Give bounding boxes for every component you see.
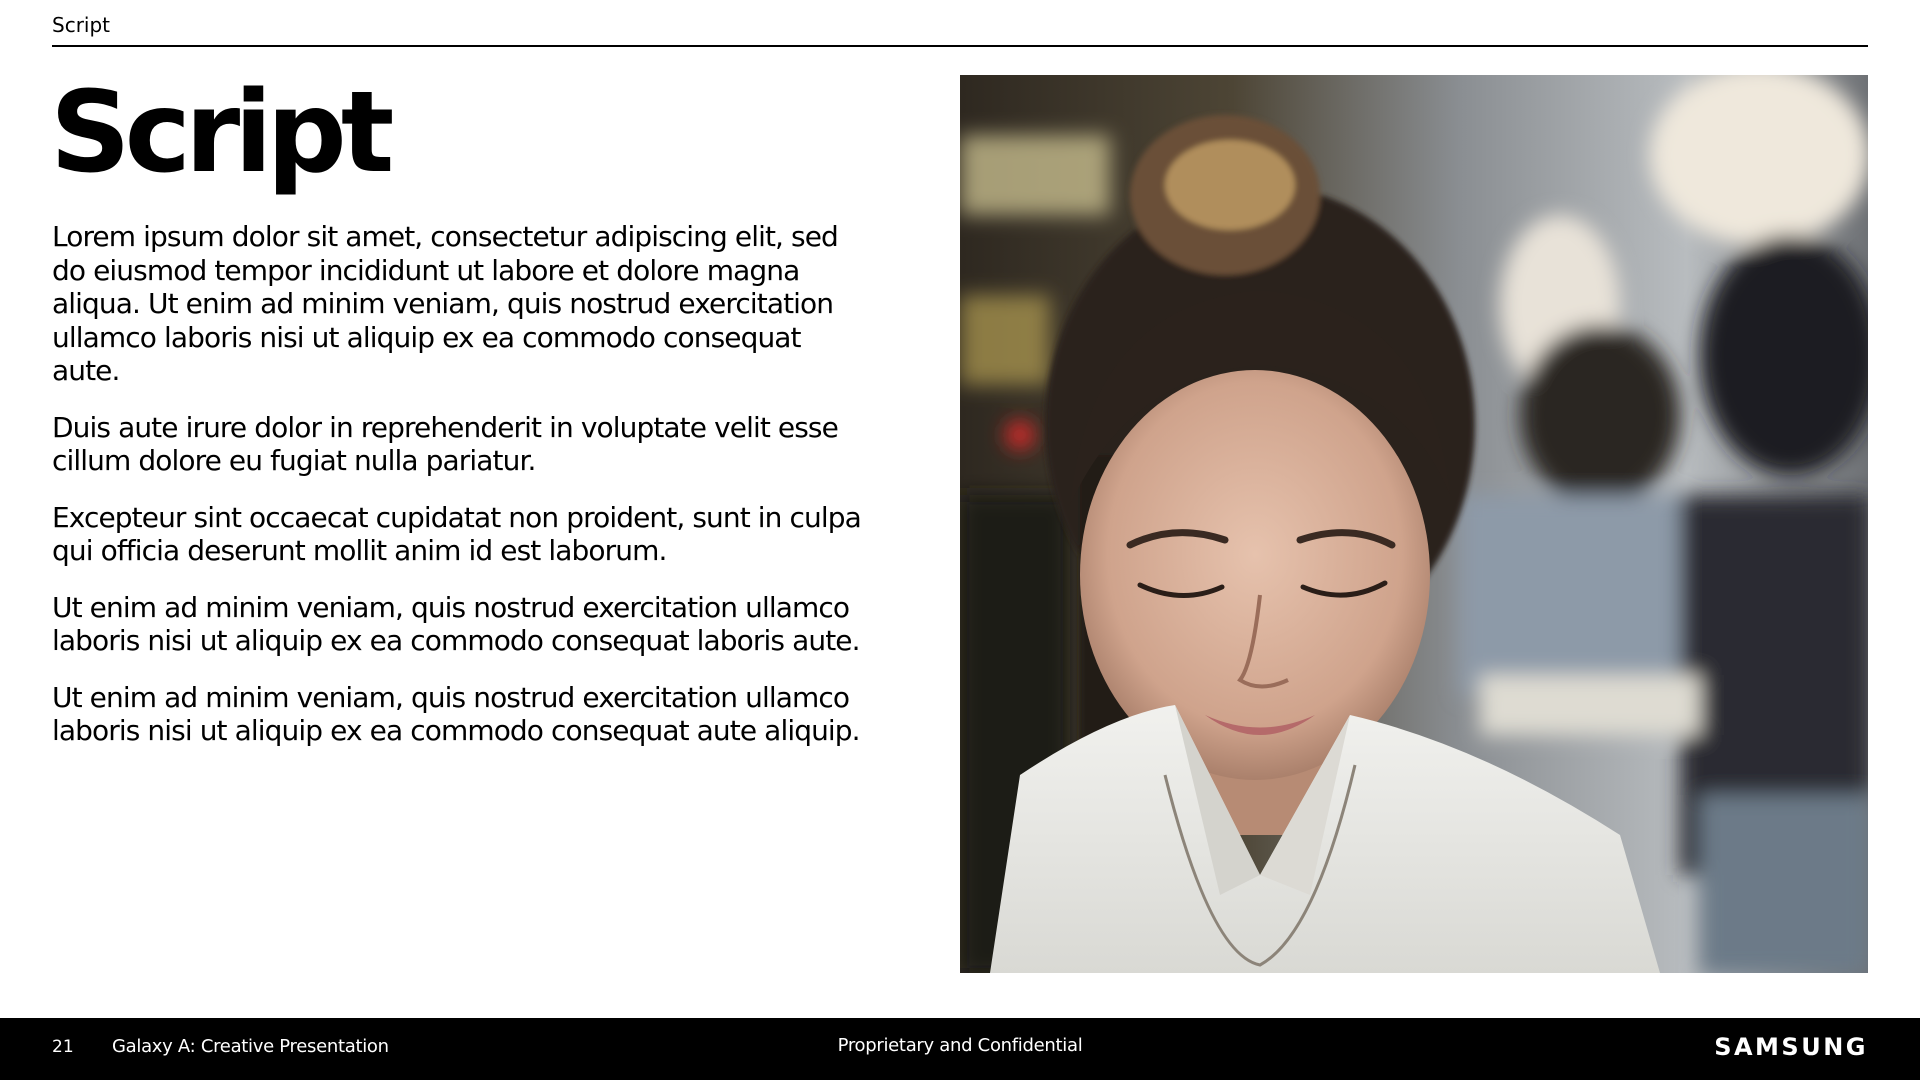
body-text	[52, 220, 872, 771]
confidentiality-label: Proprietary and Confidential	[837, 1035, 1083, 1056]
paragraph-5: Ut enim ad minim veniam, quis nostrud exercitation ullamco laboris nisi ut aliquip ex ea commodo consequat aute aliquip.	[52, 680, 860, 747]
photo-woman-in-cafe	[960, 75, 1868, 973]
section-label: Script	[52, 13, 111, 37]
photo-illustration	[960, 75, 1868, 973]
header-bar	[52, 0, 1868, 47]
page-number: 21	[52, 1037, 74, 1057]
presentation-title: Galaxy A: Creative Presentation	[112, 1036, 389, 1057]
paragraph-2: Duis aute irure dolor in reprehenderit in voluptate velit esse cillum dolore eu fugiat nulla pariatur.	[52, 410, 838, 477]
footer-bar	[0, 1018, 1920, 1080]
page-title: Script	[50, 68, 389, 198]
paragraph-1: Lorem ipsum dolor sit amet, consectetur adipiscing elit, sed do eiusmod tempor incididunt ut labore et dolore magna aliqua. Ut enim ad minim veniam, quis nostrud exercitation ullamco laboris nisi ut aliquip ex ea commodo consequat aute.	[52, 220, 838, 387]
paragraph-4: Ut enim ad minim veniam, quis nostrud exercitation ullamco laboris nisi ut aliquip ex ea commodo consequat laboris aute.	[52, 590, 860, 657]
paragraph-3: Excepteur sint occaecat cupidatat non proident, sunt in culpa qui officia deserunt mollit anim id est laborum.	[52, 500, 861, 567]
samsung-logo: SAMSUNG	[1714, 1033, 1868, 1061]
